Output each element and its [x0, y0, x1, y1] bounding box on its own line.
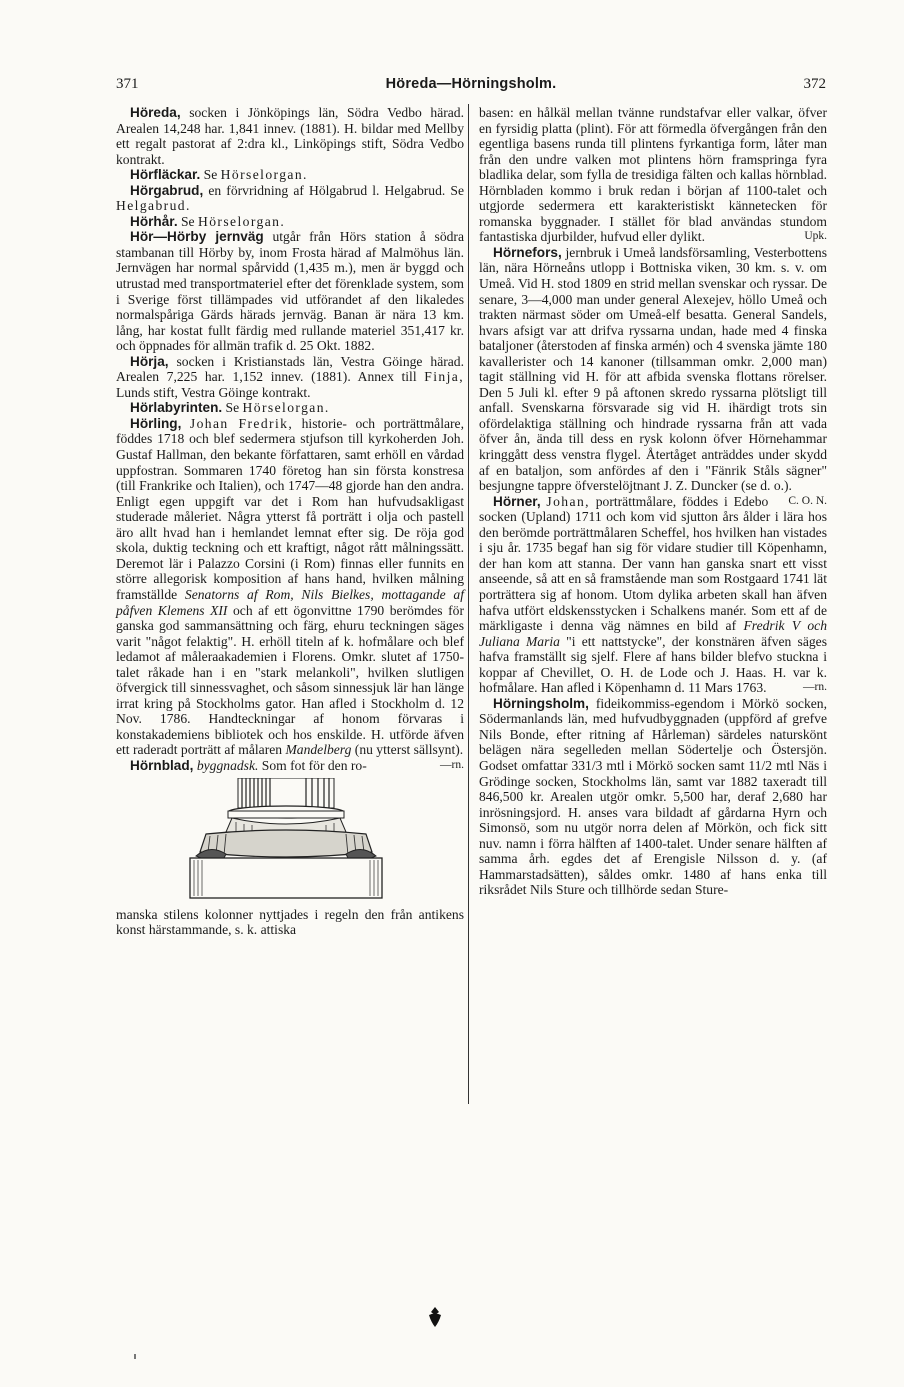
entry-text: fideikommiss-egendom i Mörkö socken, Södermanlands län, med hufvudbyggnaden (uppförd af grefve Nils Bonde, efter ritning af Hårleman) särdeles naturskönt belägen nära segelleden mellan Södertelje och Östersjön. Godset omfattar 33	[479, 695, 827, 773]
spaced-name: Finja,	[424, 369, 464, 385]
page-number-left: 371	[116, 76, 139, 92]
entry-text: Se	[200, 167, 221, 183]
entry-text: historie- och porträttmålare, föddes 1718 och blef sedermera stjufson till kyrkoherden Joh. Gustaf Hallman, den bekante författaren, samt erhöll en vårdad uppfostran. Sommaren 1740 företog han sin första konstresa (till Frankrike och Italien), och 1747—48 gjorde han den andra. Enligt egen uppgift var det i Rom han hufvudsakligast studerade måleriet. Några ytterst få porträtt i olja och pastell äro allt hvad han i hemlandet lemnat efter sig. De röja god skola, duktig teckning och ett kraftigt, något rått målningssätt. Deremot lär i Palazzo Corsini (i Rom) finnas eller funnits en större allegorisk komposition af hans hand, hvilken målning framställde	[116, 415, 464, 602]
headword: Hörling,	[130, 415, 182, 431]
headword: Hörhår.	[130, 213, 178, 229]
entry-text: (nu ytterst sällsynt).	[351, 742, 464, 758]
column-base-illustration	[176, 778, 396, 902]
entry-horflackar	[116, 167, 464, 183]
entry-text: en förvridning af Hölgabrud l. Helgabrud. Se	[203, 182, 464, 198]
entry-hornblad-continuation	[479, 105, 827, 245]
fraction: 1/3	[585, 757, 603, 773]
author-signature: Upk.	[804, 230, 827, 243]
entry-hornblad-continued: manska stilens kolonner nyttjades i regeln den från antikens konst härstammande, s. k. attiska	[116, 906, 464, 938]
italic-title: Senatorns af Rom, Nils Bielkes, mottagande af påfven Klemens XII	[116, 586, 464, 618]
entry-text: mtl i Mörkö socken samt 1	[602, 757, 755, 773]
running-title: Höreda—Hörningsholm.	[385, 76, 557, 92]
entry-horgabrud	[116, 183, 464, 214]
headword: Hörnefors,	[493, 244, 562, 260]
paper-speck	[134, 1354, 136, 1359]
entry-hornblad	[116, 758, 464, 774]
entry-text: basen: en hålkäl mellan tvänne rundstafvar eller valkar, öfver en fyrsidig platta (plint). För att förmedla öfvergången från den egentliga basens runda till plintens fyrkantiga form, låter man från den undre valken mot plintens hörn framspringa fyra bladlika delar, som fylla de tresidiga fälten och kallas hörnblad. Hörnbladen kommo i bruk redan i början af 1100-talet och utgjorde sedermera ett karakteristiskt kännetecken för romanska byggnader. I stället för blad användas stundom fantastiska djurbilder, hufvud eller dylikt.	[479, 105, 827, 245]
headword: Hörfläckar.	[130, 167, 201, 183]
italic-name: Mandelberg	[285, 742, 352, 758]
entry-text: Lunds stift, Vestra Göinge kontrakt.	[116, 384, 311, 400]
cross-reference: Hörselorgan.	[220, 167, 308, 183]
italic-title: Fredrik V och Juliana Maria	[479, 618, 827, 649]
entry-text: socken i Kristianstads län, Vestra Göinge härad. Arealen 7,225 har. 1,152 innev. (1881). Annex till	[116, 353, 464, 385]
headword: Höreda,	[130, 105, 181, 120]
spaced-name: Johan Fredrik,	[189, 415, 294, 431]
entry-text: Som fot för den ro-	[258, 757, 367, 773]
cross-reference: Hörselorgan.	[242, 400, 330, 416]
right-column	[479, 105, 827, 898]
author-signature: C. O. N.	[788, 494, 827, 507]
entry-text: mtl Näs i Grödinge socken, Stockholms län, samt var 1882 taxeradt till 846,500 kr. Arealen utgör omkr. 5,500 har, deraf 2,680 har inrösningsjord. H. anses vara bildadt af gårdarna Hyrn och Simonsö, som nu utgör norra delen af Mörkön, och fick sitt nuv. namn i förra hälften af 1400-talet. Under senare hälften af samma årh. egdes det af Erengisle Nilsson d. y. (af Hammarstadsätten), såldes omkr. 1480 af hans enka till riksrådet Nils Sture och tillhörde sedan Sture-	[479, 757, 827, 898]
headword: Hörnblad,	[130, 757, 194, 773]
entry-horningsholm	[479, 696, 827, 898]
entry-text: socken i Jönköpings län, Södra Vedbo härad. Arealen 14,248 har. 1,841 innev. (1881). H. bildar med Mellby ett regalt pastorat af 2:dra kl., Linköpings stift, Södra Vedbo kontrakt.	[116, 105, 464, 167]
entry-text: porträttmålare, föddes i Edebo socken (Upland) 1711 och kom vid sjutton års ålder i lära hos den berömde porträttmålaren Scheffel, hos hvilken han vistades i sju år. 1735 begaf han sig för vidare studier till Köpenhamn, der han kom att stanna. Der vann han ganska snart ett visst anseende, så att en så framstående man som Rostgaard 1741 lät porträttera sig af honom. Utom dylika arbeten skall han äfven hafva utfört eldskensstycken i Schalkens manér. Som ett af de märkligaste i denna väg nämnes en bild af	[479, 493, 827, 634]
headword: Hörlabyrinten.	[130, 400, 223, 416]
entry-text: "i ett nattstycke", der konstnären äfven säges hafva framställt sig sjelf. Flere af hans bilder blefvo stuckna i koppar af Chevillet, O. H. de Lode och J. Haas. H. var k. hofmålare. Han afled i Köpenhamn d. 11 Mars 1763.	[479, 633, 827, 696]
cross-reference: Helgabrud.	[116, 198, 191, 214]
entry-text: och af ett ögonvittne 1790 berömdes för ganska god sammansättning och färg, ehuru teckningen säges varit "något felaktig". H. erhöll titeln af k. hofmålare och blef ledamot af måleraakademien i Florens. Omkr. slutet af 1750-talet råkade han i en "stark melankoli", hvilken slutligen öfvergick till sinnessvaghet, och såsom sinnessjuk lär han länge irrat kring på Stockholms gator. Han afled i Stockholm d. 12 Nov. 1786. Handteckningar af honom förvaras i konstakademiens bibliotek och hos enskilde. H. utförde äfven ett raderadt porträtt af målaren	[116, 602, 464, 758]
headword: Hör—Hörby jernväg	[130, 229, 264, 245]
cross-reference: Hörselorgan.	[197, 213, 286, 229]
printer-ornament-icon	[426, 1306, 444, 1328]
headword: Hörningsholm,	[493, 695, 589, 711]
page-number-right: 372	[803, 76, 826, 92]
entry-text: utgår från Hörs station å södra stambanan till Hörby by, inom Frosta härad af Malmöhus län. Jernvägen har normal spårvidd (1,435 m.), men är byggd och utrustad med transportmateriel efter det förenklade system, som i Sverige först tillämpades vid utförandet af den likaledes normalspåriga Gärds härads jernväg. Banan är nära 13 km. lång, har kostat fullt färdig med rullande materiel 351,417 kr. och öppnades för allmän trafik d. 25 Okt. 1882.	[116, 229, 464, 354]
entry-text: jernbruk i Umeå landsförsamling, Vesterbottens län, nära Hörneåns utlopp i Bottniska viken, 30 km. s. v. om Umeå. Vid H. stod 1809 en strid mellan svenskar och ryssar. De senare, 3—4,000 man under general Alexejev, höllo Umeå och trakten närmast söder om Umeå-elf besatta. General Sandels, hvars afsigt var att drifva ryssarna undan, hade med 4 finska bataljoner (återstoden af finska armén) och 4 svenska jämte 180 kavallerister och 14 kanoner (tillsamman omkr. 2,000 man) tagit ställning vid H. för att afbida svenska flottans rörelser. Den 5 Juli kl. efter 9 på aftonen skredo ryssarna plötsligt till anfall. Svenskarna försvarade sig vid H. ihärdigt trots sin ofördelaktiga ställning och hindrade ryssarna från att vada öfver ån, ända till dess en rysk kolonn öfver Hörnehammar kringgått dess venstra flygel. Återtåget anträddes under skydd af en bataljon, som anfördes af den i "Fänrik Ståls sägner" besjungne tappre öfverstelöjtnant J. Z. Duncker (se d. o.).	[479, 244, 827, 494]
entry-hor-horby-jernvag	[116, 229, 464, 353]
column-divider	[468, 104, 469, 1104]
entry-horner	[479, 494, 827, 696]
entry-horeda	[116, 105, 464, 167]
left-column	[116, 105, 464, 938]
author-signature: —rn.	[440, 758, 464, 771]
italic-field: byggnadsk.	[196, 757, 259, 773]
running-header	[116, 76, 826, 98]
entry-horhar	[116, 214, 464, 230]
entry-horlabyrinten	[116, 400, 464, 416]
hornblad-figure	[176, 778, 396, 902]
entry-text: Se	[222, 400, 243, 416]
author-signature: —rn.	[803, 681, 827, 694]
entry-text: Se	[177, 213, 198, 229]
spaced-name: Johan,	[546, 493, 590, 509]
headword: Hörja,	[130, 353, 169, 369]
headword: Hörgabrud,	[130, 182, 204, 198]
headword: Hörner,	[493, 493, 541, 509]
entry-horja	[116, 354, 464, 401]
fraction: 1/2	[754, 757, 773, 773]
